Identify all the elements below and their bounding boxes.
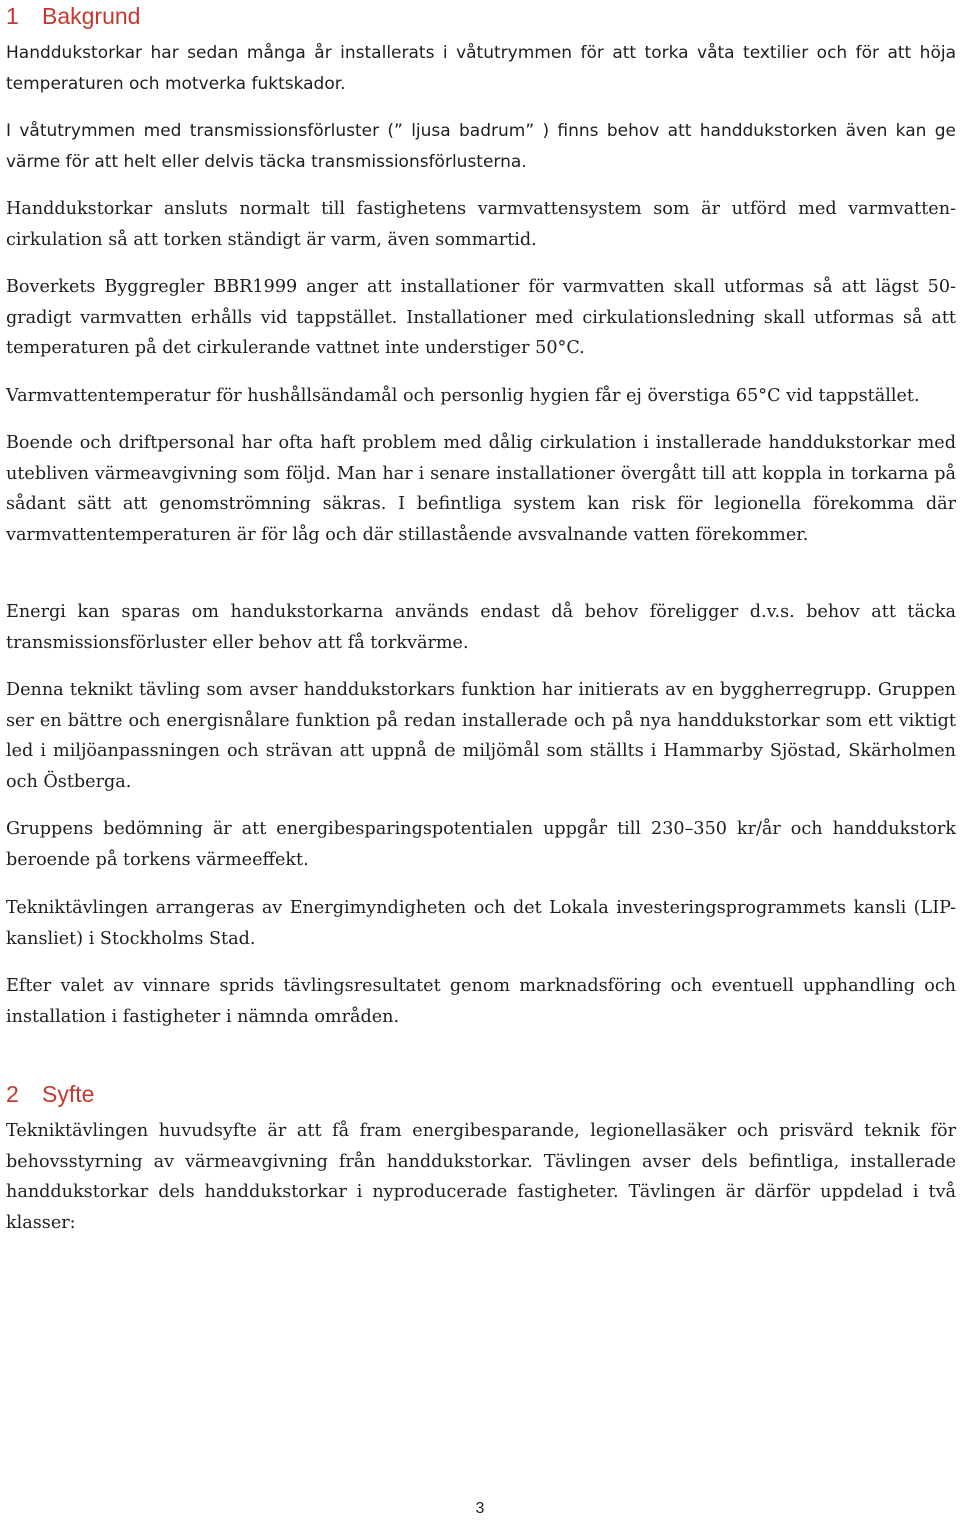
section-title: Syfte [42,1081,95,1107]
paragraph: Denna teknikt tävling som avser handdukstorkars funktion har initierats av en byggherregrupp. Gruppen ser en bättre och energisnålare funktion på redan installerade och på nya handdukstorkar som ett viktigt led i miljöanpassningen och strävan att uppnå de miljömål som ställts i Hammarby Sjöstad, Skärholmen och Östberga. [6,680,956,792]
paragraph: Tekniktävlingen arrangeras av Energimyndigheten och det Lokala investeringsprogrammets kansli (LIP-kansliet) i Stockholms Stad. [6,898,956,949]
paragraph: Boende och driftpersonal har ofta haft problem med dålig cirkulation i installerade handdukstorkar med utebliven värmeavgivning som följd. Man har i senare installationer övergått till att koppla in torkarna på sådant sätt att genomströmning säkras. I befintliga system kan risk för legionella förekomma där varmvattentemperaturen är för låg och där stillastående avsvalnande vatten förekommer. [6,433,956,545]
section-number: 2 [6,1081,19,1107]
paragraph: I våtutrymmen med transmissionsförluster (” ljusa badrum” ) finns behov att handdukstorken även kan ge värme för att helt eller delvis täcka transmissionsförlusterna. [6,121,956,172]
paragraph: Handdukstorkar ansluts normalt till fastighetens varmvattensystem som är utförd med varmvatten-cirkulation så att torken ständigt är varm, även sommartid. [6,199,956,250]
section-heading-bakgrund [6,1,140,31]
paragraph: Boverkets Byggregler BBR1999 anger att installationer för varmvatten skall utformas så att lägst 50-gradigt varmvatten erhålls vid tappstället. Installationer med cirkulationsledning skall utformas så att temperaturen på det cirkulerande vattnet inte understiger 50°C. [6,277,956,358]
page-number: 3 [475,1500,485,1517]
paragraph: Gruppens bedömning är att energibesparingspotentialen uppgår till 230–350 kr/år och handdukstork beroende på torkens värmeeffekt. [6,819,956,870]
section-title: Bakgrund [42,3,141,29]
section-number: 1 [6,3,19,29]
paragraph: Varmvattentemperatur för hushållsändamål och personlig hygien får ej överstiga 65°C vid tappstället. [6,386,920,406]
section-heading-syfte [6,1079,94,1109]
paragraph: Efter valet av vinnare sprids tävlingsresultatet genom marknadsföring och eventuell upphandling och installation i fastigheter i nämnda områden. [6,976,956,1027]
paragraph: Energi kan sparas om handukstorkarna används endast då behov föreligger d.v.s. behov att täcka transmissionsförluster eller behov att få torkvärme. [6,602,956,653]
paragraph: Handdukstorkar har sedan många år installerats i våtutrymmen för att torka våta textilier och för att höja temperaturen och motverka fuktskador. [6,43,956,94]
paragraph: Tekniktävlingen huvudsyfte är att få fram energibesparande, legionellasäker och prisvärd teknik för behovsstyrning av värmeavgivning från handdukstorkar. Tävlingen avser dels befintliga, installerade handdukstorkar dels handdukstorkar i nyproducerade fastigheter. Tävlingen är därför uppdelad i två klasser: [6,1121,956,1233]
